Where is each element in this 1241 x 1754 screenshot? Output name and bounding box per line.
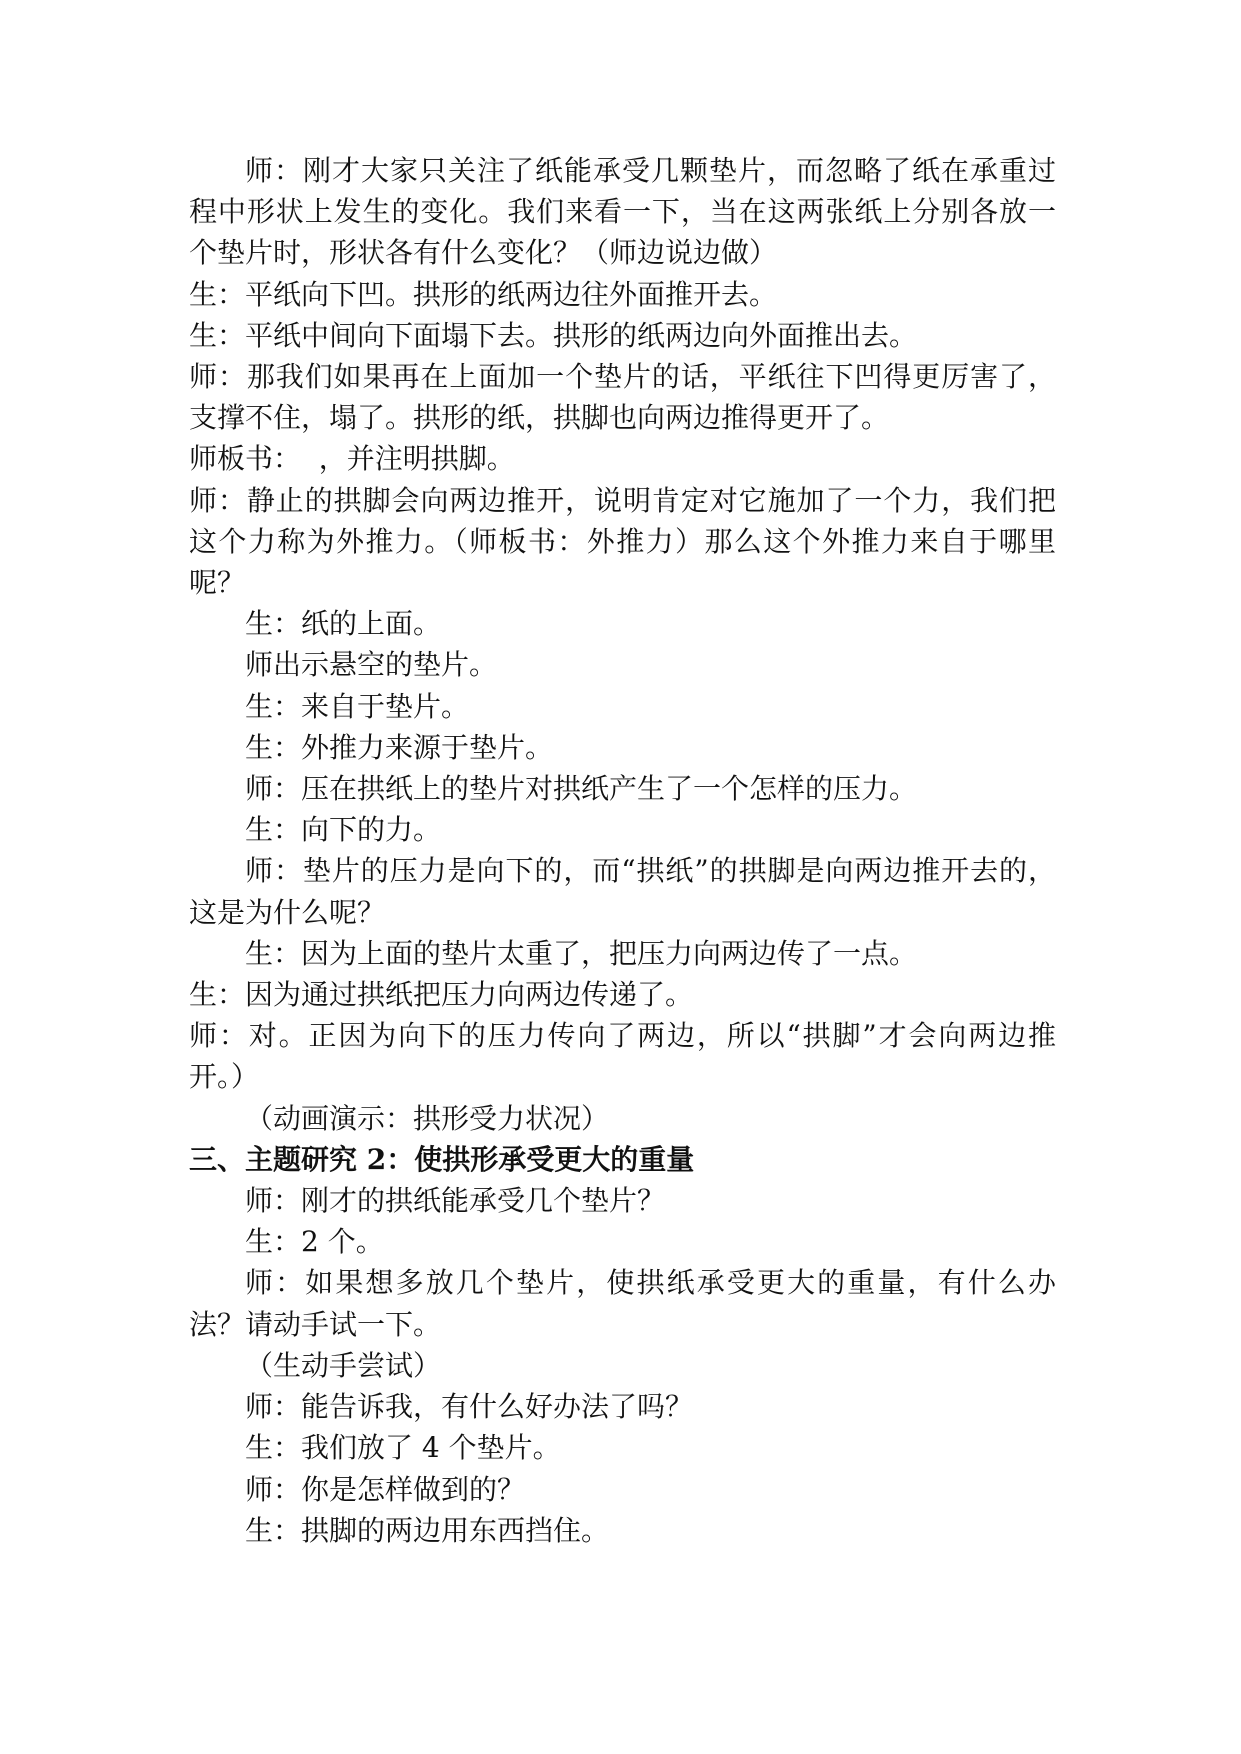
document-body [189, 150, 1056, 1551]
paragraph: 生：因为通过拱纸把压力向两边传递了。 [189, 978, 694, 1012]
paragraph: 师：刚才的拱纸能承受几个垫片？ [245, 1184, 666, 1218]
paragraph: 师：能告诉我，有什么好办法了吗？ [245, 1390, 694, 1424]
paragraph: 师：压在拱纸上的垫片对拱纸产生了一个怎样的压力。 [245, 772, 918, 806]
paragraph: 师：你是怎样做到的？ [245, 1472, 526, 1506]
section-heading: 三、主题研究 2：使拱形承受更大的重量 [189, 1142, 695, 1176]
paragraph: （生动手尝试） [245, 1348, 442, 1382]
paragraph: 生：纸的上面。 [245, 607, 442, 641]
paragraph: 师：刚才大家只关注了纸能承受几颗垫片，而忽略了纸在承重过程中形状上发生的变化。我们来看一下，当在这两张纸上分别各放一个垫片时，形状各有什么变化？（师边说边做） [189, 154, 1056, 270]
paragraph: 生：拱脚的两边用东西挡住。 [245, 1513, 610, 1547]
paragraph: （动画演示：拱形受力状况） [245, 1101, 610, 1135]
paragraph: 师：垫片的压力是向下的，而“拱纸”的拱脚是向两边推开去的，这是为什么呢？ [189, 854, 1056, 929]
paragraph: 生：我们放了 4 个垫片。 [245, 1431, 561, 1465]
paragraph: 师：如果想多放几个垫片，使拱纸承受更大的重量，有什么办法？请动手试一下。 [189, 1266, 1056, 1341]
paragraph: 师出示悬空的垫片。 [245, 648, 498, 682]
paragraph: 师：对。正因为向下的压力传向了两边，所以“拱脚”才会向两边推开。） [189, 1019, 1056, 1094]
paragraph: 生：向下的力。 [245, 813, 442, 847]
paragraph: 生：2 个。 [245, 1225, 384, 1259]
paragraph: 师：那我们如果再在上面加一个垫片的话，平纸往下凹得更厉害了，支撑不住，塌了。拱形的纸，拱脚也向两边推得更开了。 [189, 360, 1056, 435]
paragraph: 生：外推力来源于垫片。 [245, 730, 554, 764]
paragraph: 师板书： ，并注明拱脚。 [189, 442, 515, 476]
paragraph: 师：静止的拱脚会向两边推开，说明肯定对它施加了一个力，我们把这个力称为外推力。（师板书：外推力）那么这个外推力来自于哪里呢？ [189, 483, 1056, 600]
paragraph: 生：平纸向下凹。拱形的纸两边往外面推开去。 [189, 277, 778, 311]
paragraph: 生：来自于垫片。 [245, 689, 470, 723]
paragraph: 生：因为上面的垫片太重了，把压力向两边传了一点。 [245, 936, 918, 970]
paragraph: 生：平纸中间向下面塌下去。拱形的纸两边向外面推出去。 [189, 318, 918, 352]
